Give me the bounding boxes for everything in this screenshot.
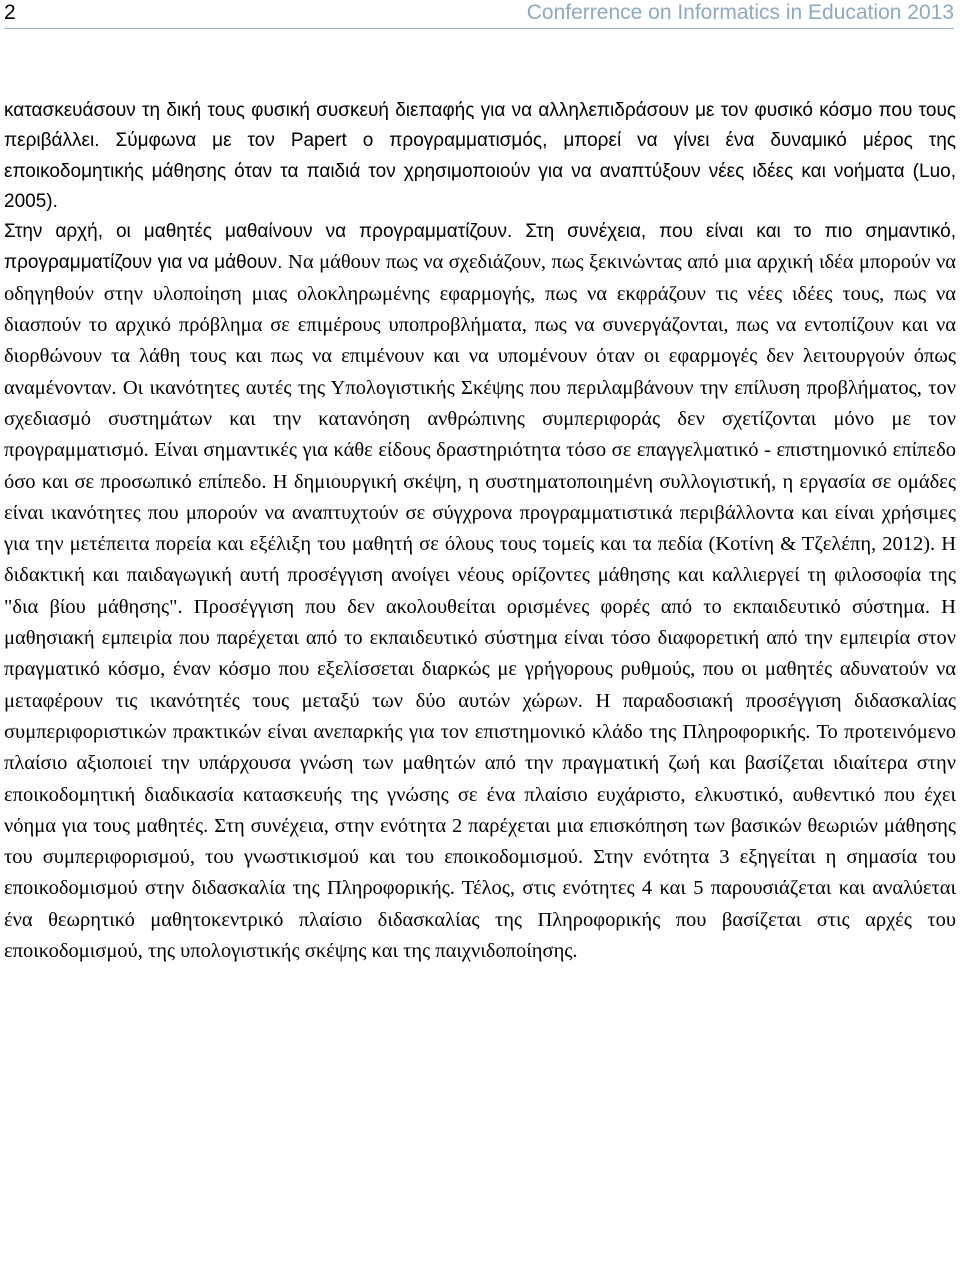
running-title: Conferrence on Informatics in Education 2013: [526, 1, 954, 24]
paragraph-main-serif-part: Να μάθουν πως να σχεδιάζουν, πως ξεκινώντας από μια αρχική ιδέα μπορούν να οδηγηθούν στην υλοποίηση μιας ολοκληρωμένης εφαρμογής, πως να εκφράζουν τις νέες ιδέες τους, πως να διασπούν το αρχικό πρόβλημα σε επιμέρους υποπροβλήματα, πως να συνεργάζονται, πως να εντοπίζουν και να διορθώνουν τα λάθη τους και πως να επιμένουν και να υπομένουν όταν οι εφαρμογές δεν λειτουργούν όπως αναμένονταν. Οι ικανότητες αυτές της Υπολογιστικής Σκέψης που περιλαμβάνουν την επίλυση προβλήματος, τον σχεδιασμό συστημάτων και την κατανόηση ανθρώπινης συμπεριφοράς δεν σχετίζονται μόνο με τον προγραμματισμό. Είναι σημαντικές για κάθε είδους δραστηριότητα τόσο σε επαγγελματικό - επιστημονικό επίπεδο όσο και σε προσωπικό επίπεδο. Η δημιουργική σκέψη, η συστηματοποιημένη συλλογιστική, η εργασία σε ομάδες είναι ικανότητες που μπορούν να αναπτυχτούν σε σύγχρονα προγραμματιστικά περιβάλλοντα και είναι χρήσιμες για την μετέπειτα πορεία και εξέλιξη του μαθητή σε όλους τους τομείς και τα πεδία (Κοτίνη & Τζελέπη, 2012). Η διδακτική και παιδαγωγική αυτή προσέγγιση ανοίγει νέους ορίζοντες μάθησης και καλλιεργεί τη φιλοσοφία της "δια βίου μάθησης". Προσέγγιση που δεν ακολουθείται ορισμένες φορές από το εκπαιδευτικό σύστημα. Η μαθησιακή εμπειρία που παρέχεται από το εκπαιδευτικό σύστημα είναι τόσο διαφορετική από την εμπειρία στον πραγματικό κόσμο, έναν κόσμο που εξελίσσεται διαρκώς με γρήγορους ρυθμούς, που οι μαθητές αδυνατούν να μεταφέρουν τις ικανότητές τους μεταξύ των δύο αυτών χώρων. Η παραδοσιακή προσέγγιση διδασκαλίας συμπεριφοριστικών πρακτικών είναι ανεπαρκής για τον επιστημονικό κλάδο της Πληροφορικής. Το προτεινόμενο πλαίσιο αξιοποιεί την υπάρχουσα γνώση των μαθητών από την πραγματική ζωή και βασίζεται ιδιαίτερα στην εποικοδομητική διαδικασία κατασκευής της γνώσης σε ένα πλαίσιο ευχάριστο, ελκυστικό, αυθεντικό που έχει νόημα για τους μαθητές. Στη συνέχεια, στην ενότητα 2 παρέχεται μια επισκόπηση των βασικών θεωριών μάθησης του συμπεριφορισμού, του γνωστικισμού και του εποικοδομισμού. Στην ενότητα 3 εξηγείται η σημασία του εποικοδομισμού στην διδασκαλία της Πληροφορικής. Τέλος, στις ενότητες 4 και 5 παρουσιάζεται και αναλύεται ένα θεωρητικό μαθητοκεντρικό πλαίσιο διδασκαλίας της Πληροφορικής που βασίζεται στις αρχές του εποικοδομισμού, της υπολογιστικής σκέψης και της παιχνιδοποίησης.: [4, 251, 956, 963]
page-header: [4, 0, 954, 32]
paragraph-main: [4, 217, 956, 967]
page-number: 2: [4, 1, 16, 24]
body-text: [4, 96, 956, 967]
paragraph-main-sans-part: Στην αρχή, οι μαθητές μαθαίνουν να προγραμματίζουν. Στη συνέχεια, που είναι και το πιο σημαντικό, προγραμματίζουν για να μάθουν.: [4, 221, 956, 274]
header-rule: [4, 28, 954, 29]
paragraph-intro: κατασκευάσουν τη δική τους φυσική συσκευή διεπαφής για να αλληλεπιδράσουν με τον φυσικό κόσμο που τους περιβάλλει. Σύμφωνα με τον Papert ο προγραμματισμός, μπορεί να γίνει ένα δυναμικό μέρος της εποικοδομητικής μάθησης όταν τα παιδιά τον χρησιμοποιούν για να αναπτύξουν νέες ιδέες και νοήματα (Luo, 2005).: [4, 100, 956, 212]
